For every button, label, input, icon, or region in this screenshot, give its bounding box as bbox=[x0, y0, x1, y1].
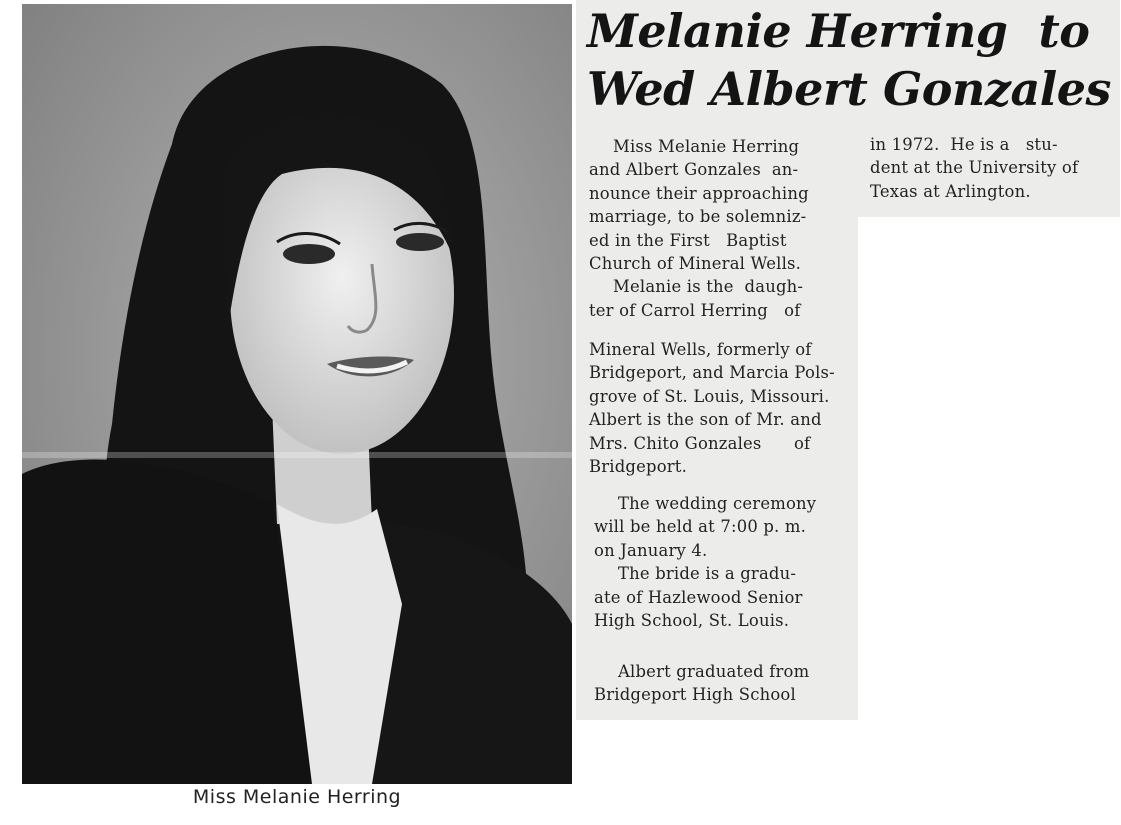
text-line: Albert is the son of Mr. and bbox=[589, 410, 822, 430]
text-line: ter of Carrol Herring of bbox=[589, 300, 801, 320]
text-line: The bride is a gradu- bbox=[618, 564, 797, 584]
text-line: The wedding ceremony bbox=[618, 494, 817, 513]
article-column-right bbox=[870, 133, 1110, 203]
text-line: High School, St. Louis. bbox=[594, 611, 790, 631]
text-line: Bridgeport High School bbox=[594, 685, 796, 705]
text-line: and Albert Gonzales an- bbox=[589, 160, 799, 180]
article-column-left-paragraphs-4 bbox=[594, 660, 856, 707]
text-line: ate of Hazlewood Senior bbox=[594, 587, 803, 607]
headline-line-1: Melanie Herring to bbox=[587, 4, 1090, 58]
text-line: Miss Melanie Herring bbox=[613, 137, 800, 156]
text-line: ed in the First Baptist bbox=[589, 230, 787, 250]
text-line: dent at the University of bbox=[870, 158, 1079, 178]
portrait-photo bbox=[22, 4, 572, 784]
text-line: Mineral Wells, formerly of bbox=[589, 340, 812, 359]
article-headline bbox=[587, 2, 1117, 118]
text-line: will be held at 7:00 p. m. bbox=[594, 517, 807, 537]
text-line: on January 4. bbox=[594, 540, 708, 560]
article-column-left-paragraphs-2 bbox=[589, 338, 857, 478]
text-line: Bridgeport. bbox=[589, 457, 687, 477]
text-line: Church of Mineral Wells. bbox=[589, 254, 802, 274]
text-line: grove of St. Louis, Missouri. bbox=[589, 386, 830, 406]
text-line: Albert graduated from bbox=[618, 662, 810, 681]
headline-line-2: Wed Albert Gonzales bbox=[587, 62, 1111, 116]
article-column-left-paragraphs-1 bbox=[589, 135, 851, 322]
photo-caption: Miss Melanie Herring bbox=[192, 786, 402, 808]
text-line: Mrs. Chito Gonzales of bbox=[589, 433, 811, 453]
article-column-left-paragraphs-3 bbox=[594, 492, 856, 632]
portrait-illustration bbox=[22, 4, 572, 784]
text-line: Texas at Arlington. bbox=[870, 181, 1031, 201]
text-line: Bridgeport, and Marcia Pols- bbox=[589, 363, 835, 383]
text-line: marriage, to be solemniz- bbox=[589, 207, 807, 227]
text-line: nounce their approaching bbox=[589, 183, 809, 203]
text-line: in 1972. He is a stu- bbox=[870, 135, 1058, 154]
text-line: Melanie is the daugh- bbox=[613, 277, 804, 297]
